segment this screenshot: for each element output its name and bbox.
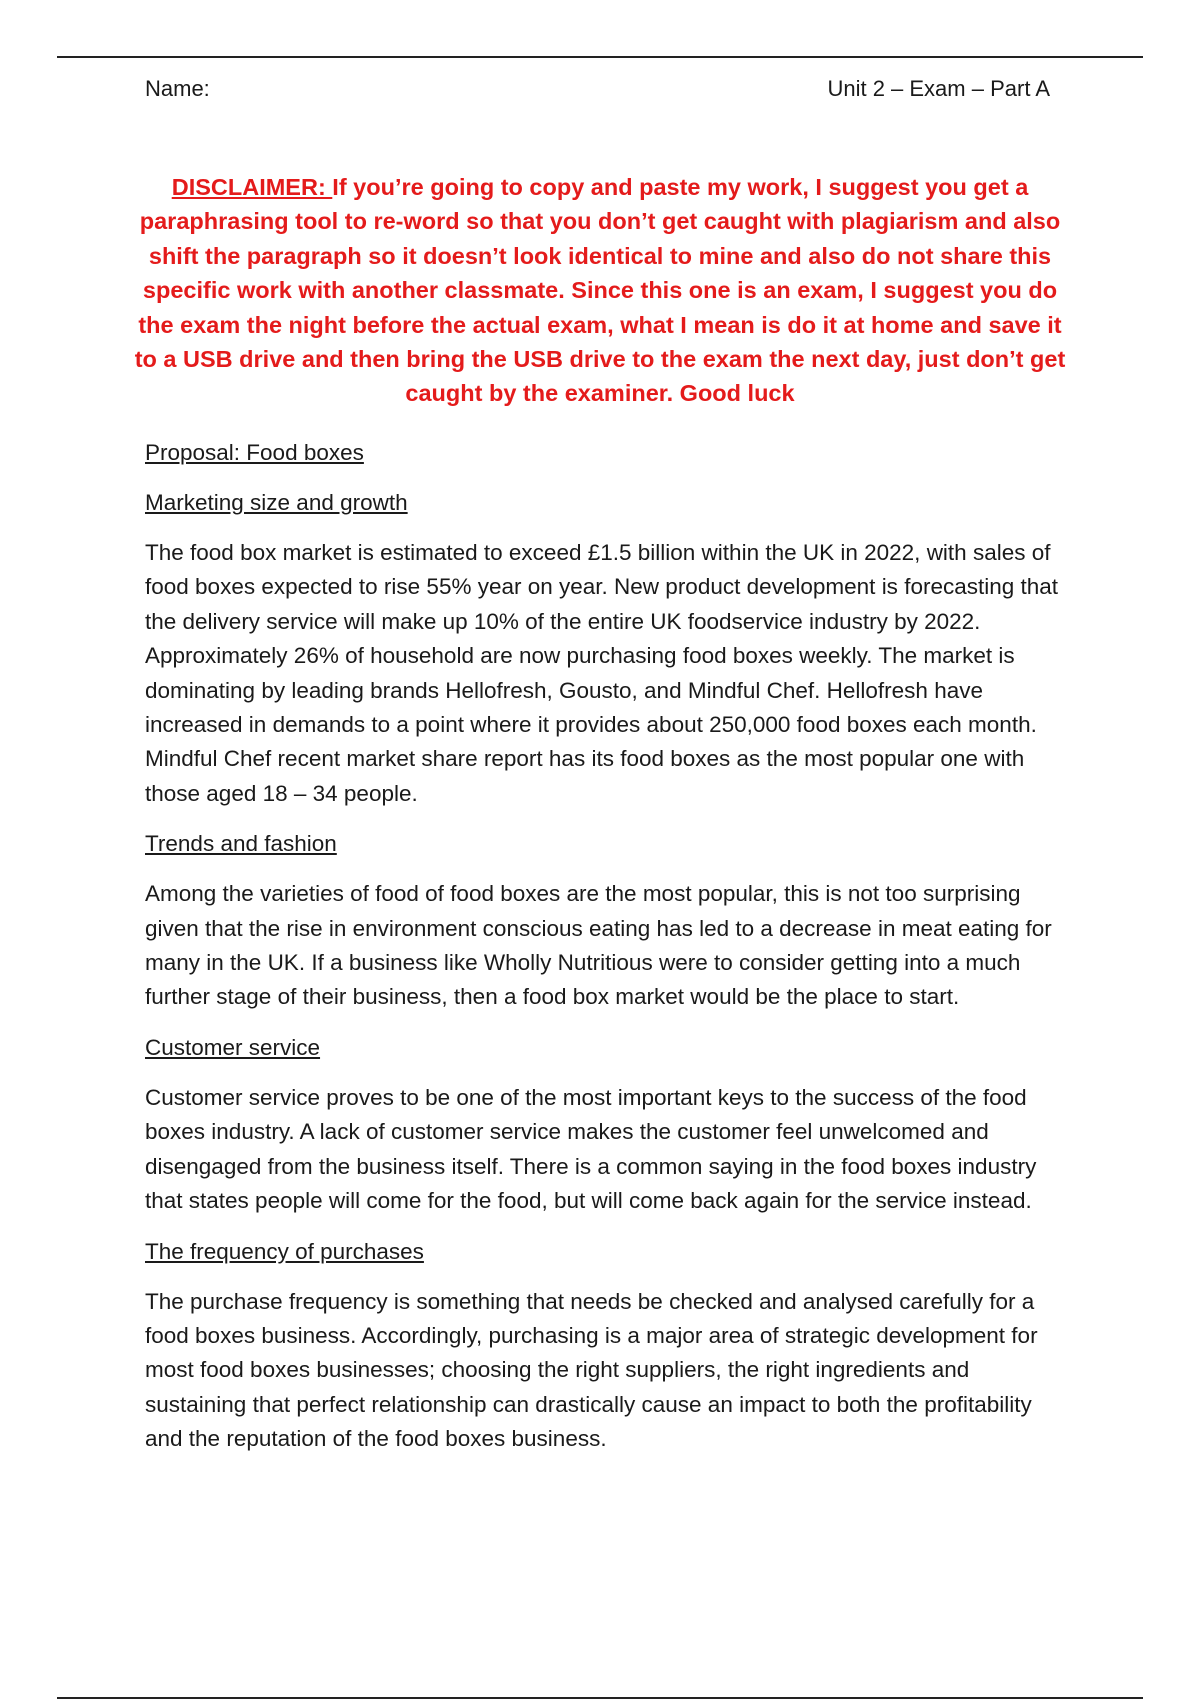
- bottom-rule: [57, 1697, 1143, 1699]
- disclaimer-text: If you’re going to copy and paste my work, I suggest you get a paraphrasing tool to re-word so that you don’t get caught with plagiarism and also shift the paragraph so it doesn’t look identical to mine and also do not share this specific work with another classmate. Since this one is an exam, I suggest you do the exam the night before the actual exam, what I mean is do it at home and save it to a USB drive and then bring the USB drive to the exam the next day, just don’t get caught by the examiner. Good luck: [134, 174, 1066, 407]
- proposal-title: Proposal: Food boxes: [145, 440, 364, 465]
- top-rule: [57, 56, 1143, 58]
- section-body-purchase-frequency: The purchase frequency is something that needs be checked and analysed carefully for a food boxes business. Accordingly, purchasing is a major area of strategic development for most food boxes businesses; choosing the right suppliers, the right ingredients and sustaining that perfect relationship can drastically cause an impact to both the profitability and the reputation of the food boxes business.: [145, 1288, 1038, 1452]
- section-body-trends: Among the varieties of food of food boxes are the most popular, this is not too surprising given that the rise in environment conscious eating has led to a decrease in meat eating for many in the UK. If a business like Wholly Nutritious were to consider getting into a much further stage of their business, then a food box market would be the place to start.: [145, 881, 1052, 1010]
- section-heading-trends: Trends and fashion: [145, 831, 337, 857]
- section-heading-market-size: Marketing size and growth: [145, 490, 408, 515]
- section-heading-customer-service: Customer service: [145, 1034, 321, 1060]
- section-heading-purchase-frequency: The frequency of purchases: [145, 1238, 424, 1264]
- section-body-market-size: The food box market is estimated to exceed £1.5 billion within the UK in 2022, with sales of food boxes expected to rise 55% year on year. New product development is forecasting that the delivery service will make up 10% of the entire UK foodservice industry by 2022. Approximately 26% of household are now purchasing food boxes weekly. The market is dominating by leading brands Hellofresh, Gousto, and Mindful Chef. Hellofresh have increased in demands to a point where it provides about 250,000 food boxes each month. Mindful Chef recent market share report has its food boxes as the most popular one with those aged 18 – 34 people.: [145, 540, 1059, 806]
- name-label: Name:: [145, 76, 210, 101]
- disclaimer: [130, 170, 1070, 411]
- page-header: [145, 72, 1050, 106]
- disclaimer-lead: DISCLAIMER:: [171, 174, 333, 200]
- unit-label: Unit 2 – Exam – Part A: [827, 76, 1050, 101]
- section-body-customer-service: Customer service proves to be one of the most important keys to the success of the food boxes industry. A lack of customer service makes the customer feel unwelcomed and disengaged from the business itself. There is a common saying in the food boxes industry that states people will come for the food, but will come back again for the service instead.: [145, 1084, 1037, 1214]
- document-body: [145, 436, 1065, 1473]
